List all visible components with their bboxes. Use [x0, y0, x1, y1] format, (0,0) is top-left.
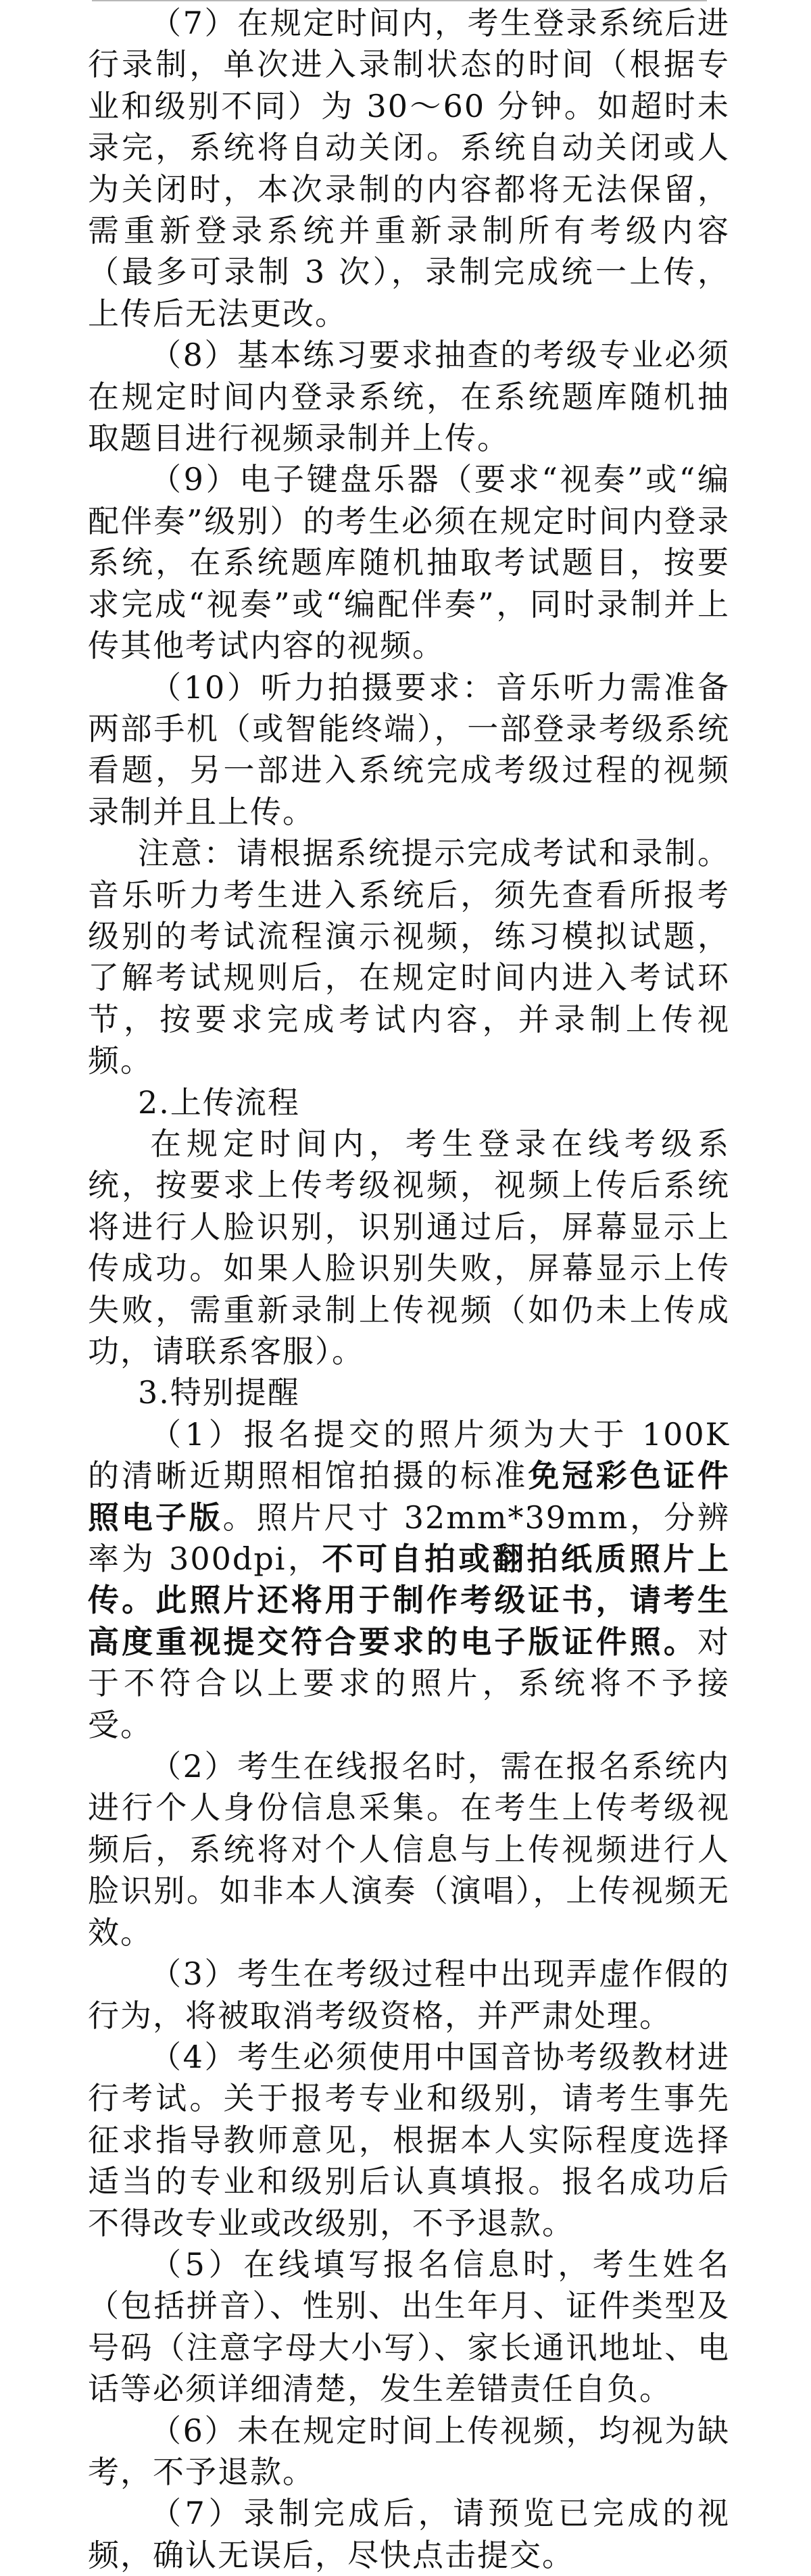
reminder-1-text-c: 对于不符合以上要求的照片，系统将不予接受。 — [88, 1623, 730, 1743]
section-heading-upload: 2.上传流程 — [138, 1084, 300, 1121]
reminder-1-text-b: 。照片尺寸 32mm*39mm，分辨率为 300dpi， — [88, 1499, 730, 1578]
reminder-item-1 — [88, 1414, 730, 1746]
reminder-item-2: （2）考生在线报名时，需在报名系统内进行个人身份信息采集。在考生上传考级视频后，系统将对个人信息与上传视频进行人脸识别。如非本人演奏（演唱），上传视频无效。 — [88, 1748, 730, 1951]
reminder-item-3: （3）考生在考级过程中出现弄虚作假的行为，将被取消考级资格，并严肃处理。 — [88, 1955, 730, 2034]
paragraph-upload-process: 在规定时间内，考生登录在线考级系统，按要求上传考级视频，视频上传后系统将进行人脸识别，识别通过后，屏幕显示上传成功。如果人脸识别失败，屏幕显示上传失败，需重新录制上传视频（如仍未上传成功，请联系客服）。 — [88, 1125, 730, 1369]
paragraph-basic-practice: （8）基本练习要求抽查的考级专业必须在规定时间内登录系统，在系统题库随机抽取题目进行视频录制并上传。 — [88, 337, 730, 457]
paragraph-note: 注意：请根据系统提示完成考试和录制。音乐听力考生进入系统后，须先查看所报考级别的考试流程演示视频，练习模拟试题，了解考试规则后，在规定时间内进入考试环节，按要求完成考试内容，并录制上传视频。 — [88, 835, 730, 1079]
document-body — [88, 3, 730, 2576]
reminder-1-text-a: （1）报名提交的照片须为大于 100K 的清晰近期照相馆拍摄的标准 — [88, 1415, 730, 1494]
paragraph-listening: （10）听力拍摄要求：音乐听力需准备两部手机（或智能终端），一部登录考级系统看题，另一部进入系统完成考级过程的视频录制并且上传。 — [88, 669, 730, 830]
paragraph-recording-time: （7）在规定时间内，考生登录系统后进行录制，单次进入录制状态的时间（根据专业和级别不同）为 30～60 分钟。如超时未录完，系统将自动关闭。系统自动关闭或人为关闭时，本次录制的内容都将无法保留，需重新登录系统并重新录制所有考级内容（最多可录制 3 次），录制完成统一上传，上传后无法更改。 — [88, 5, 730, 332]
section-heading-reminders: 3.特别提醒 — [138, 1374, 300, 1411]
reminder-1-bold-a: 免冠彩色证件照电子版 — [88, 1457, 731, 1536]
reminder-item-6: （6）未在规定时间上传视频，均视为缺考，不予退款。 — [88, 2412, 730, 2490]
paragraph-electronic-keyboard: （9）电子键盘乐器（要求“视奏”或“编配伴奏”级别）的考生必须在规定时间内登录系统，在系统题库随机抽取考试题目，按要求完成“视奏”或“编配伴奏”，同时录制并上传其他考试内容的视频。 — [88, 461, 730, 664]
reminder-item-7: （7）录制完成后，请预览已完成的视频，确认无误后，尽快点击提交。 — [88, 2495, 730, 2573]
reminder-item-5: （5）在线填写报名信息时，考生姓名（包括拼音）、性别、出生年月、证件类型及号码（注意字母大小写）、家长通讯地址、电话等必须详细清楚，发生差错责任自负。 — [88, 2245, 730, 2408]
reminder-1-bold-b: 不可自拍或翻拍纸质照片上传。此照片还将用于制作考级证书，请考生高度重视提交符合要求的电子版证件照。 — [88, 1540, 731, 1660]
top-divider — [92, 0, 707, 1]
reminder-item-4: （4）考生必须使用中国音协考级教材进行考试。关于报考专业和级别，请考生事先征求指导教师意见，根据本人实际程度选择适当的专业和级别后认真填报。报名成功后不得改专业或改级别，不予退款。 — [88, 2038, 730, 2241]
